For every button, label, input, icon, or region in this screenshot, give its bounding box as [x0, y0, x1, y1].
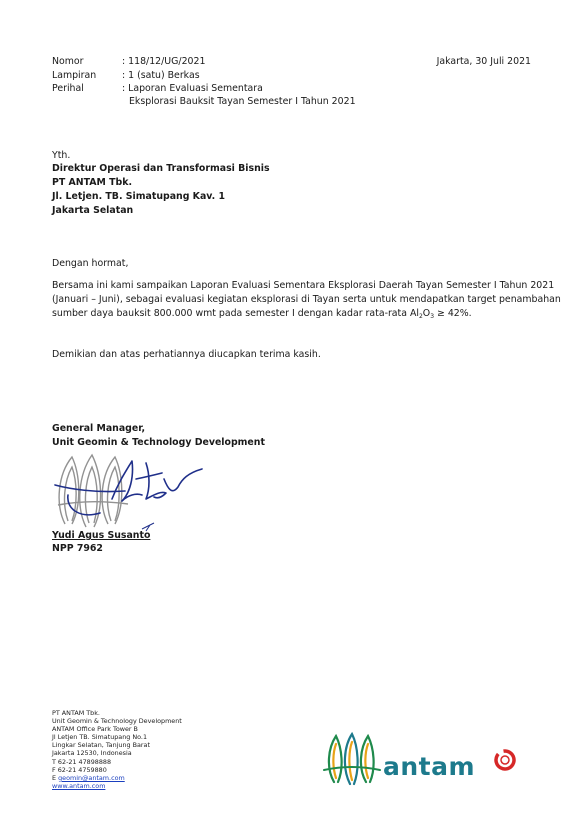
red-ring-icon: [492, 747, 518, 773]
greeting: Dengan hormat,: [52, 258, 129, 269]
signer-npp: NPP 7962: [52, 543, 103, 554]
recipient-street: Jl. Letjen. TB. Simatupang Kav. 1: [52, 191, 225, 202]
footer-area: Lingkar Selatan, Tanjung Barat: [52, 741, 150, 750]
footer-city: Jakarta 12530, Indonesia: [52, 749, 132, 758]
footer-address: [52, 709, 182, 790]
al-subscript: 2: [418, 313, 423, 320]
nomor-value: : 118/12/UG/2021: [122, 56, 206, 67]
footer-fax: F 62-21 4759880: [52, 765, 107, 774]
nomor-label: Nomor: [52, 56, 84, 67]
footer-phone: T 62-21 47898888: [52, 757, 112, 766]
footer-email-prefix: E: [52, 773, 59, 782]
antam-wordmark: antam: [383, 752, 476, 781]
body-paragraph: [52, 279, 561, 324]
lampiran-label: Lampiran: [52, 70, 97, 81]
recipient-company: PT ANTAM Tbk.: [52, 177, 133, 188]
perihal-label: Perihal: [52, 83, 84, 94]
footer-website-line: [52, 782, 182, 790]
closing-sentence: Demikian dan atas perhatiannya diucapkan terima kasih.: [52, 349, 321, 360]
recipient-position: Direktur Operasi dan Transformasi Bisnis: [52, 163, 270, 174]
recipient-yth: Yth.: [52, 150, 71, 161]
signer-title: General Manager,: [52, 423, 146, 434]
footer-street: Jl Letjen TB. Simatupang No.1: [52, 733, 148, 742]
footer-email-link[interactable]: geomin@antam.com: [58, 773, 125, 782]
signer-unit: Unit Geomin & Technology Development: [52, 437, 265, 448]
footer-office: ANTAM Office Park Tower B: [52, 725, 138, 734]
recipient-city: Jakarta Selatan: [52, 205, 134, 216]
signer-name: Yudi Agus Susanto: [52, 530, 151, 541]
perihal-value-2: Eksplorasi Bauksit Tayan Semester I Tahun 2021: [129, 96, 356, 107]
body-line-1: Bersama ini kami sampaikan Laporan Evaluasi Sementara Eksplorasi Daerah Tayan Semester I Tahun 2021: [52, 280, 555, 291]
body-line-3-pre: sumber daya bauksit 800.000 wmt pada semester I dengan kadar rata-rata Al: [52, 308, 419, 319]
body-line-2: (Januari – Juni), sebagai evaluasi kegiatan eksplorasi di Tayan serta untuk mendapatkan target penambahan: [52, 294, 561, 305]
letter-date: Jakarta, 30 Juli 2021: [436, 56, 531, 67]
oxygen-symbol: O: [422, 308, 431, 319]
footer-email-line: [52, 774, 182, 782]
o-subscript: 3: [430, 313, 435, 320]
body-line-3: [52, 307, 542, 324]
lampiran-value: : 1 (satu) Berkas: [122, 70, 200, 81]
footer-company: PT ANTAM Tbk.: [52, 709, 100, 717]
body-line-3-post: ≥ 42%.: [434, 308, 472, 319]
perihal-value-1: : Laporan Evaluasi Sementara: [122, 83, 263, 94]
footer-unit: Unit Geomin & Technology Development: [52, 717, 182, 726]
footer-website-link[interactable]: www.antam.com: [52, 781, 106, 790]
antam-logo-icon: [322, 730, 382, 788]
signature-stamp: [50, 449, 215, 534]
